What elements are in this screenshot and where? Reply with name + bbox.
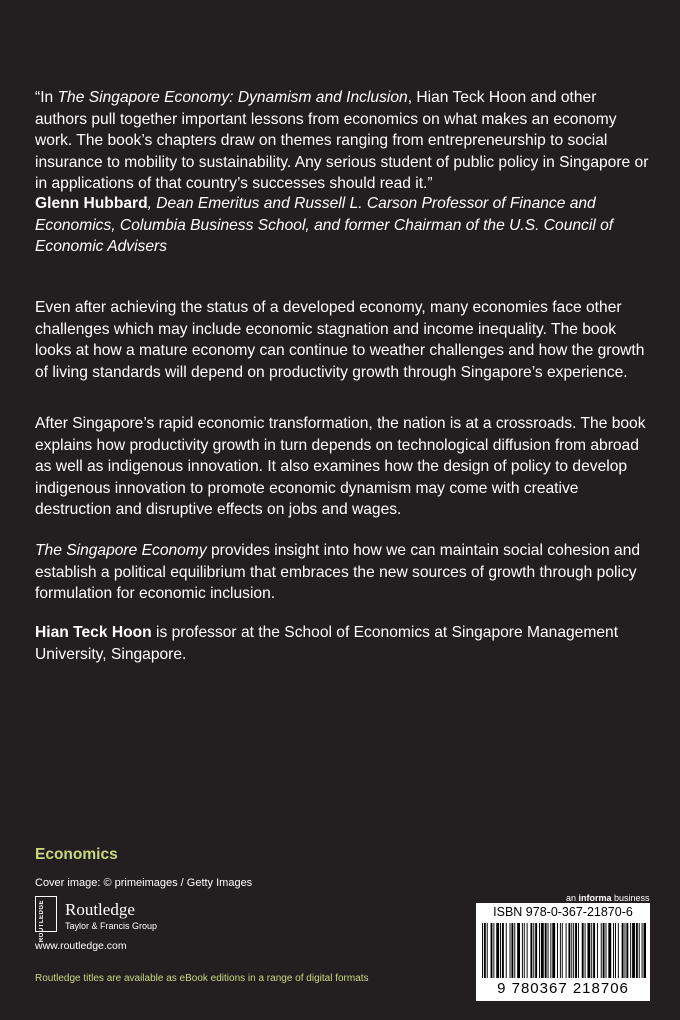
barcode-bar (606, 923, 607, 978)
barcode-bar (585, 923, 586, 978)
barcode-bar (622, 923, 624, 978)
barcode-bar (613, 923, 614, 978)
barcode-bar (626, 923, 628, 978)
cover-image-credit: Cover image: © primeimages / Getty Images (35, 877, 253, 889)
publisher-website: www.routledge.com (35, 940, 127, 952)
ebook-note: Routledge titles are available as eBook editions in a range of digital formats (35, 973, 369, 984)
barcode-bar (632, 923, 635, 978)
barcode-bar (562, 923, 563, 978)
author-bio: Hian Teck Hoon is professor at the School of Economics at Singapore Management University, Singapore. (35, 624, 619, 663)
routledge-logo-mark: ROUTLEDGE (35, 896, 57, 932)
barcode-bar (568, 923, 570, 978)
barcode-bar (524, 923, 525, 978)
barcode-bar (630, 923, 631, 978)
barcode-bar (642, 923, 643, 978)
barcode-bar (639, 923, 640, 978)
barcode-bar (493, 923, 494, 978)
barcode-bar (615, 923, 616, 978)
barcode-bar (636, 923, 638, 978)
barcode-bar (571, 923, 572, 978)
barcode-bar (506, 923, 507, 978)
ean-digits: 9 780367 218706 (497, 980, 629, 997)
barcode-bar (597, 923, 598, 978)
barcode-bar (517, 923, 520, 978)
barcode-bar (535, 923, 537, 978)
barcode-bar (591, 923, 592, 978)
barcode-bar (502, 923, 504, 978)
barcode-bar (496, 923, 499, 978)
subject-category: Economics (35, 846, 118, 863)
barcode-bar (603, 923, 605, 978)
barcode-bar (491, 923, 493, 978)
quote-book-title: The Singapore Economy: Dynamism and Inclusion (57, 89, 408, 106)
isbn-number: ISBN 978-0-367-21870-6 (493, 905, 633, 919)
barcode-bar (566, 923, 567, 978)
barcode-bar (510, 923, 511, 978)
barcode-bar (514, 923, 515, 978)
barcode-bar (587, 923, 590, 978)
barcode-bars (480, 923, 646, 978)
barcode-bar (552, 923, 555, 978)
barcode-bar (522, 923, 523, 978)
barcode-bar (484, 923, 486, 978)
barcode-bar (625, 923, 626, 978)
barcode-bar (545, 923, 547, 978)
routledge-logo (35, 896, 185, 943)
barcode-bar (578, 923, 579, 978)
barcode-bar (644, 923, 647, 978)
barcode-bar (487, 923, 488, 978)
publisher-group: Taylor & Francis Group (65, 921, 158, 931)
barcode-bar (511, 923, 513, 978)
isbn-barcode (476, 903, 650, 1001)
publisher-name: Routledge (65, 900, 135, 919)
barcode-bar (527, 923, 528, 978)
barcode-bar (575, 923, 577, 978)
description-paragraph-3: The Singapore Economy provides insight into how we can maintain social cohesion and establish a political equilibrium that embraces the new sources of growth through policy formulation for economic inclusion. (35, 542, 641, 602)
barcode-bar (482, 923, 483, 978)
barcode-bar (618, 923, 619, 978)
description-paragraph-2: After Singapore’s rapid economic transformation, the nation is at a crossroads. The book explains how productivity growth in turn depends on technological diffusion from abroad as well as indigenous innovation. It also examines how the design of policy to develop indigenous innovation to promote economic dynamism may come with creative destruction and disruptive effects on jobs and wages. (35, 415, 646, 518)
barcode-bar (601, 923, 602, 978)
barcode-bar (593, 923, 595, 978)
endorser-name: Glenn Hubbard (35, 195, 148, 212)
barcode-bar (533, 923, 534, 978)
endorsement-attribution (35, 193, 650, 258)
barcode-bar (608, 923, 611, 978)
barcode-bar (539, 923, 540, 978)
barcode-bar (530, 923, 532, 978)
barcode-bar (573, 923, 574, 978)
barcode-bar (582, 923, 584, 978)
barcode-bar (560, 923, 561, 978)
endorser-title: , Dean Emeritus and Russell L. Carson Professor of Finance and Economics, Columbia Business School, and former Chairman of the U.S. Council of Economic Advisers (35, 195, 614, 255)
barcode-bar (548, 923, 549, 978)
endorsement-quote: “In The Singapore Economy: Dynamism and Inclusion, Hian Teck Hoon and other authors pull together important lessons from economics on what makes an economy work. The book’s chapters draw on themes ranging from entrepreneurship to social insurance to mobility to sustainability. Any serious student of public policy in Singapore or in applications of that country’s successes should read it.” (35, 89, 649, 192)
barcode-bar (550, 923, 551, 978)
barcode-bar (541, 923, 544, 978)
description-paragraph-1: Even after achieving the status of a developed economy, many economies face other challenges which may include economic stagnation and income inequality. The book looks at how a mature economy can continue to weather challenges and how the growth of living standards will depend on productivity growth through Singapore’s experience. (35, 299, 645, 381)
barcode-bar (557, 923, 558, 978)
barcode-bar (500, 923, 501, 978)
informa-business-tag: an informa business (566, 893, 650, 903)
